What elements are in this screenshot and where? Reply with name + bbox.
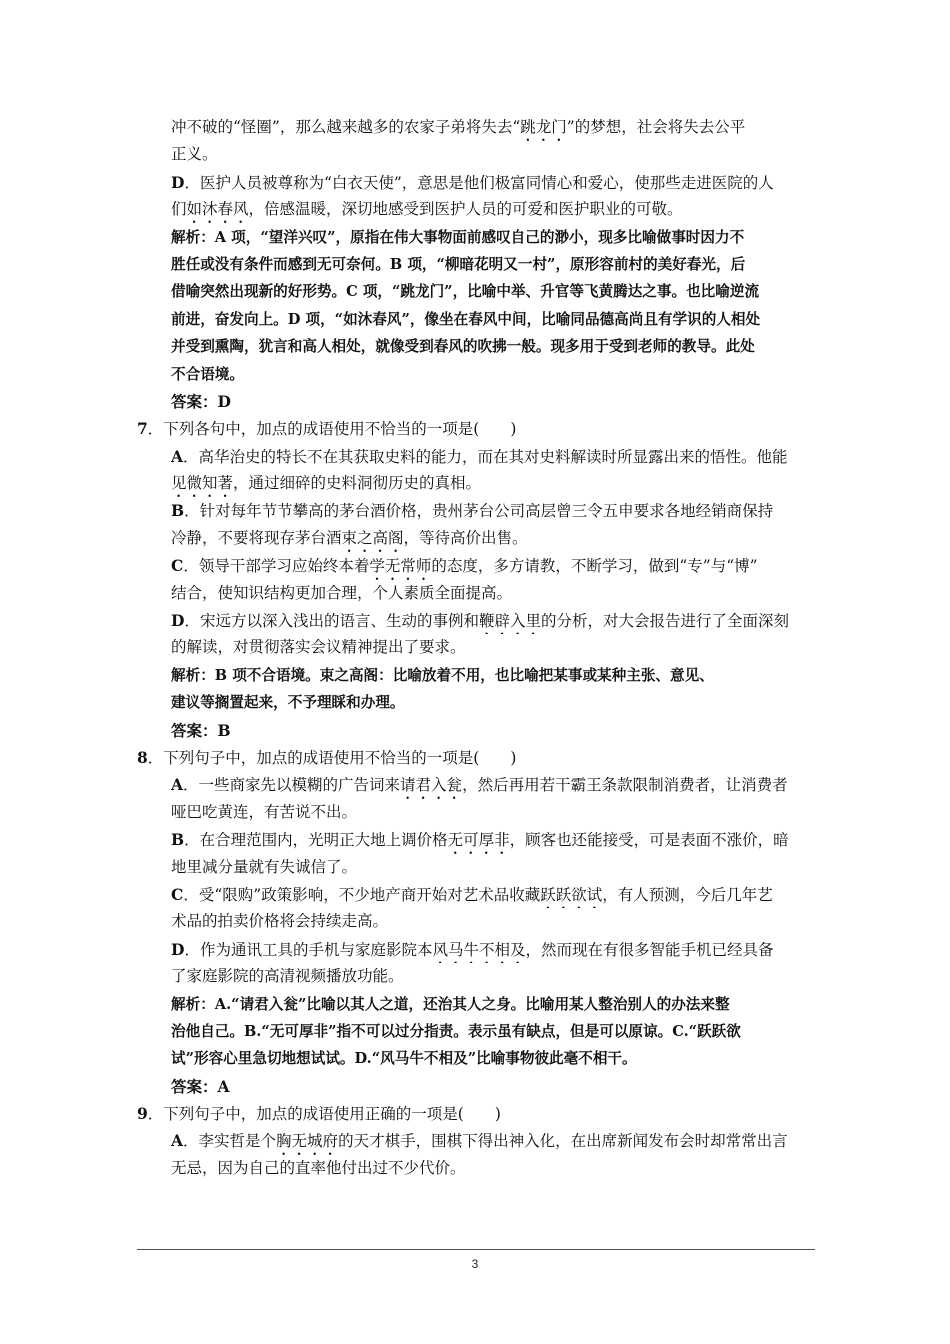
- text-segment: 地里减分量就有失诚信了。: [171, 857, 358, 876]
- text-segment: 冷静，不要将现存茅台酒: [171, 528, 342, 547]
- text-segment: 解析：A.“请君入瓮”比喻以其人之道，还治其人之身。比喻用某人整治别人的办法来整: [171, 995, 730, 1013]
- text-segment: ，通过细碎的史料洞彻历史的真相。: [233, 474, 482, 493]
- text-segment: 并受到熏陶，犹言和高人相处，就像受到春风的吹拂一般。现多用于受到老师的教导。此处: [171, 338, 755, 356]
- text-line: [137, 333, 817, 360]
- text-segment: 哑巴吃黄连，有苦说不出。: [171, 802, 358, 821]
- text-line: [137, 607, 817, 634]
- text-line: [137, 224, 817, 251]
- text-segment: [479, 420, 510, 438]
- text-line: [137, 717, 817, 744]
- text-segment: 胜任或没有条件而感到无可奈何。B 项，“柳暗花明又一村”，原形容前村的美好春光，后: [171, 255, 746, 273]
- text-line: [137, 936, 817, 963]
- text-line: [137, 580, 817, 607]
- emphasized-idiom: 风马牛不相及: [432, 940, 526, 959]
- option-label: D: [171, 611, 185, 631]
- text-segment: ，有人预测，今后几年艺: [602, 885, 773, 904]
- text-line: [137, 771, 817, 798]
- emphasized-idiom: 见微知著: [171, 474, 234, 493]
- text-segment: ．在合理范围内，光明正大地上调价格: [184, 831, 448, 850]
- text-line: [137, 306, 817, 333]
- emphasized-idiom: 鞭辟入里: [478, 612, 541, 631]
- emphasized-idiom: 胸无城府: [276, 1132, 339, 1151]
- text-segment: ，然而现在有很多智能手机已经具备: [525, 940, 774, 959]
- text-segment: 治他自己。B.“无可厚非”指不可以过分指责。表示虽有缺点，但是可以原谅。C.“跃跃欲: [171, 1022, 741, 1040]
- text-line: [137, 525, 817, 552]
- text-line: [137, 141, 817, 168]
- text-segment: ): [510, 748, 517, 767]
- option-label: 8: [137, 747, 148, 767]
- text-line: [137, 196, 817, 223]
- text-line: [137, 1127, 817, 1154]
- page-number: 3: [471, 1257, 479, 1271]
- text-line: [137, 443, 817, 470]
- text-segment: ”的梦想，社会将失去公平: [566, 118, 746, 136]
- option-label: 9: [137, 1104, 148, 1124]
- text-line: [137, 169, 817, 196]
- text-segment: ，顾客也还能接受，可是表面不涨价，暗: [509, 831, 789, 850]
- text-line: [137, 662, 817, 689]
- text-segment: [479, 749, 510, 767]
- text-segment: 试”形容心里急切地想试试。D.“风马牛不相及”比喻事物彼此毫不相干。: [171, 1050, 637, 1068]
- text-line: [137, 470, 817, 497]
- text-segment: 的解读，对贯彻落实会议精神提出了要求。: [171, 638, 466, 657]
- text-line: [137, 1073, 817, 1100]
- emphasized-idiom: 请君入瓮: [400, 776, 463, 795]
- text-segment: 前进，奋发向上。D 项，“如沐春风”，像坐在春风中间，比喻同品德高尚且有学识的人相处: [171, 310, 761, 328]
- option-label: A: [171, 446, 184, 466]
- text-line: [137, 388, 817, 415]
- text-segment: 解析：A 项，“望洋兴叹”，原指在伟大事物面前感叹自己的渺小，现多比喻做事时因力不: [171, 228, 745, 246]
- text-segment: ．受“限购”政策影响，不少地产商开始对艺术品收藏: [183, 885, 541, 904]
- text-segment: 答案：B: [171, 720, 231, 740]
- option-label: 7: [137, 419, 148, 439]
- option-label: A: [171, 1131, 184, 1151]
- emphasized-idiom: 跳龙门: [520, 118, 567, 136]
- text-segment: 了家庭影院的高清视频播放功能。: [171, 967, 404, 986]
- text-segment: ，等待高价出售。: [403, 528, 528, 547]
- text-segment: 们: [171, 200, 187, 219]
- text-segment: 解析：B 项不合语境。束之高阁：比喻放着不用，也比喻把某事或某种主张、意见、: [171, 666, 714, 684]
- option-label: B: [171, 501, 185, 521]
- text-segment: ．一些商家先以模糊的广告词来: [183, 776, 401, 795]
- text-segment: [464, 1105, 495, 1123]
- text-line: [137, 278, 817, 305]
- text-segment: ．宋远方以深入浅出的语言、生动的事例和: [184, 612, 479, 631]
- text-segment: 答案：D: [171, 391, 231, 411]
- text-line: [137, 881, 817, 908]
- text-line: [137, 689, 817, 716]
- option-label: C: [171, 884, 184, 904]
- text-segment: ，然后再用若干霸王条款限制消费者，让消费者: [462, 776, 788, 795]
- text-segment: 无忌，因为自己的直率他付出过不少代价。: [171, 1158, 466, 1177]
- text-segment: 借喻突然出现新的好形势。C 项，“跳龙门”，比喻中举、升官等飞黄腾达之事。也比喻逆流: [171, 283, 760, 301]
- page-body: [137, 114, 817, 1182]
- text-segment: ): [494, 1105, 501, 1124]
- text-line: [137, 1155, 817, 1182]
- text-segment: ．高华治史的特长不在其获取史料的能力，而在其对史料解读时所显露出来的悟性。他能: [183, 447, 788, 466]
- text-line: [137, 415, 817, 442]
- text-segment: 建议等搁置起来，不予理睬和办理。: [171, 694, 405, 712]
- text-line: [137, 251, 817, 278]
- footer-divider: [137, 1249, 815, 1250]
- option-label: B: [171, 830, 185, 850]
- text-segment: 术品的拍卖价格将会持续走高。: [171, 912, 389, 931]
- text-segment: ): [510, 420, 517, 439]
- option-label: D: [171, 939, 185, 959]
- text-segment: ．下列句子中，加点的成语使用正确的一项是(: [147, 1105, 464, 1124]
- text-segment: ．医护人员被尊称为“白衣天使”，意思是他们极富同情心和爱心，使那些走进医院的人: [184, 173, 774, 192]
- text-segment: 不合语境。: [171, 365, 244, 383]
- option-label: D: [171, 172, 185, 192]
- text-segment: ．下列句子中，加点的成语使用不恰当的一项是(: [147, 748, 480, 767]
- emphasized-idiom: 束之高阁: [341, 528, 404, 547]
- text-segment: ．领导干部学习应始终本着: [183, 557, 370, 576]
- emphasized-idiom: 跃跃欲试: [540, 885, 603, 904]
- text-line: [137, 1045, 817, 1072]
- text-line: [137, 114, 817, 141]
- text-line: [137, 552, 817, 579]
- text-line: [137, 497, 817, 524]
- text-line: [137, 744, 817, 771]
- text-segment: ，倍感温暖，深切地感受到医护人员的可爱和医护职业的可敬。: [248, 200, 683, 219]
- text-segment: 冲不破的“怪圈”，那么越来越多的农家子弟将失去“: [171, 118, 521, 136]
- text-segment: 的分析，对大会报告进行了全面深刻: [540, 612, 789, 631]
- emphasized-idiom: 如沐春风: [186, 200, 249, 219]
- text-line: [137, 826, 817, 853]
- text-line: [137, 634, 817, 661]
- emphasized-idiom: 无可厚非: [447, 831, 510, 850]
- text-segment: 的态度，多方请教，不断学习，做到“专”与“博”: [431, 557, 758, 576]
- text-segment: ．针对每年节节攀高的茅台酒价格，贵州茅台公司高层曾三令五申要求各地经销商保持: [184, 502, 774, 521]
- option-label: A: [171, 775, 184, 795]
- text-segment: ．作为通讯工具的手机与家庭影院本: [184, 940, 433, 959]
- text-segment: ．李实哲是个: [183, 1132, 277, 1151]
- emphasized-idiom: 学无常师: [369, 557, 432, 576]
- text-segment: 答案：A: [171, 1076, 230, 1096]
- text-segment: 正义。: [171, 145, 218, 164]
- text-segment: 结合，使知识结构更加合理，个人素质全面提高。: [171, 583, 513, 602]
- text-line: [137, 991, 817, 1018]
- text-segment: ．下列各句中，加点的成语使用不恰当的一项是(: [147, 420, 480, 439]
- text-segment: 的天才棋手，围棋下得出神入化，在出席新闻发布会时却常常出言: [338, 1132, 788, 1151]
- text-line: [137, 963, 817, 990]
- option-label: C: [171, 556, 184, 576]
- text-line: [137, 854, 817, 881]
- text-line: [137, 799, 817, 826]
- text-line: [137, 908, 817, 935]
- text-line: [137, 361, 817, 388]
- text-line: [137, 1100, 817, 1127]
- text-line: [137, 1018, 817, 1045]
